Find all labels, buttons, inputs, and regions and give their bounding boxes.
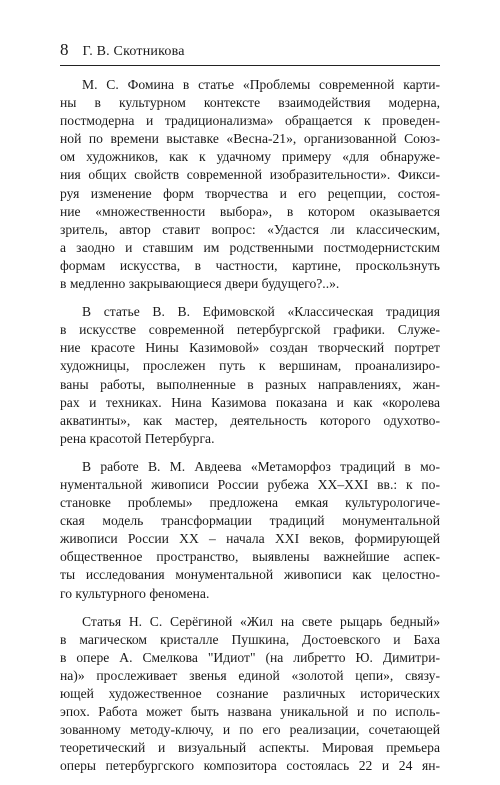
paragraph bbox=[60, 303, 440, 448]
text-line: ваны работы, выполненные в разных направлениях, жан- bbox=[60, 376, 440, 392]
text-line: нументальной живописи России рубежа XX–XXI вв.: к по- bbox=[60, 476, 440, 492]
text-line: рена красотой Петербурга. bbox=[60, 430, 215, 446]
running-head-author: Г. В. Скотникова bbox=[82, 44, 185, 59]
text-line: В работе В. М. Авдеева «Метаморфоз традиций в мо- bbox=[82, 458, 440, 474]
text-line: оперы петербургского композитора состоялась 22 и 24 ян- bbox=[60, 758, 440, 774]
text-line: а заодно и ставшим им родственными постмодернистским bbox=[60, 239, 440, 255]
text-line: в опере А. Смелкова "Идиот" (на либретто Ю. Димитри- bbox=[60, 649, 440, 665]
paragraph bbox=[60, 458, 440, 603]
header-rule bbox=[60, 65, 440, 66]
text-line: ская модель трансформации традиций монументальной bbox=[60, 513, 440, 529]
page-header bbox=[60, 40, 440, 62]
text-line: в искусстве современной петербургской графики. Служе- bbox=[60, 322, 440, 338]
text-line: зованному методу-ключу, и по его реализации, сочетающей bbox=[60, 722, 440, 738]
text-line: руя изменение форм творчества и его рецепции, состоя- bbox=[60, 185, 440, 201]
body-text bbox=[60, 76, 440, 785]
paragraph bbox=[60, 613, 440, 776]
text-line: М. С. Фомина в статье «Проблемы современной карти- bbox=[82, 77, 440, 92]
text-line: ты исследования монументальной живописи как целостно- bbox=[60, 567, 440, 583]
text-line: в магическом кристалле Пушкина, Достоевского и Баха bbox=[60, 631, 440, 647]
page-number: 8 bbox=[60, 40, 69, 59]
text-line: становке проблемы» предложена емкая культурологиче- bbox=[60, 495, 440, 511]
text-line: ом художников, как к удачному примеру «для обнаруже- bbox=[60, 149, 440, 165]
text-line: го культурного феномена. bbox=[60, 585, 210, 601]
text-line: на)» прослеживает звенья единой «золотой цепи», связу- bbox=[60, 667, 440, 683]
text-line: ния общих свойств современной изобразительности». Фикси- bbox=[60, 167, 440, 183]
text-line: В статье В. В. Ефимовской «Классическая традиция bbox=[82, 304, 440, 320]
text-line: теоретический и визуальный аспекты. Мировая премьера bbox=[60, 740, 440, 756]
text-line: формам искусства, в частности, картине, проскользнуть bbox=[60, 257, 440, 273]
text-line: акватинты», как мастер, деятельность которого одухотво- bbox=[60, 412, 440, 428]
text-line: общественное пространство, выявлены важнейшие аспек- bbox=[60, 549, 440, 565]
text-line: живописи России XX – начала XXI веков, формирующей bbox=[60, 531, 440, 547]
text-line: в медленно закрывающиеся двери будущего?..». bbox=[60, 276, 340, 292]
text-line: ны в культурном контексте взаимодействия модерна, bbox=[60, 95, 440, 111]
text-line: ной по времени выставке «Весна-21», организованной Союз- bbox=[60, 131, 440, 147]
text-line: эпох. Работа может быть названа уникальной и по исполь- bbox=[60, 704, 440, 720]
text-line: постмодерна и традиционализма» обращается к проведен- bbox=[60, 113, 440, 129]
text-line: ющей художественное сознание различных исторических bbox=[60, 686, 440, 701]
paragraph bbox=[60, 76, 440, 293]
text-line: зритель, автор ставит вопрос: «Удастся ли классическим, bbox=[60, 221, 440, 237]
text-line: ние «множественности выбора», в котором оказывается bbox=[60, 203, 440, 219]
text-line: ние красоте Нины Казимовой» создан творческий портрет bbox=[60, 340, 440, 356]
text-line: художницы, прослежен путь к вершинам, проанализиро- bbox=[60, 358, 440, 374]
text-line: рах и техниках. Нина Казимова показана и как «королева bbox=[60, 394, 440, 410]
text-line: Статья Н. С. Серёгиной «Жил на свете рыцарь бедный» bbox=[82, 613, 440, 629]
